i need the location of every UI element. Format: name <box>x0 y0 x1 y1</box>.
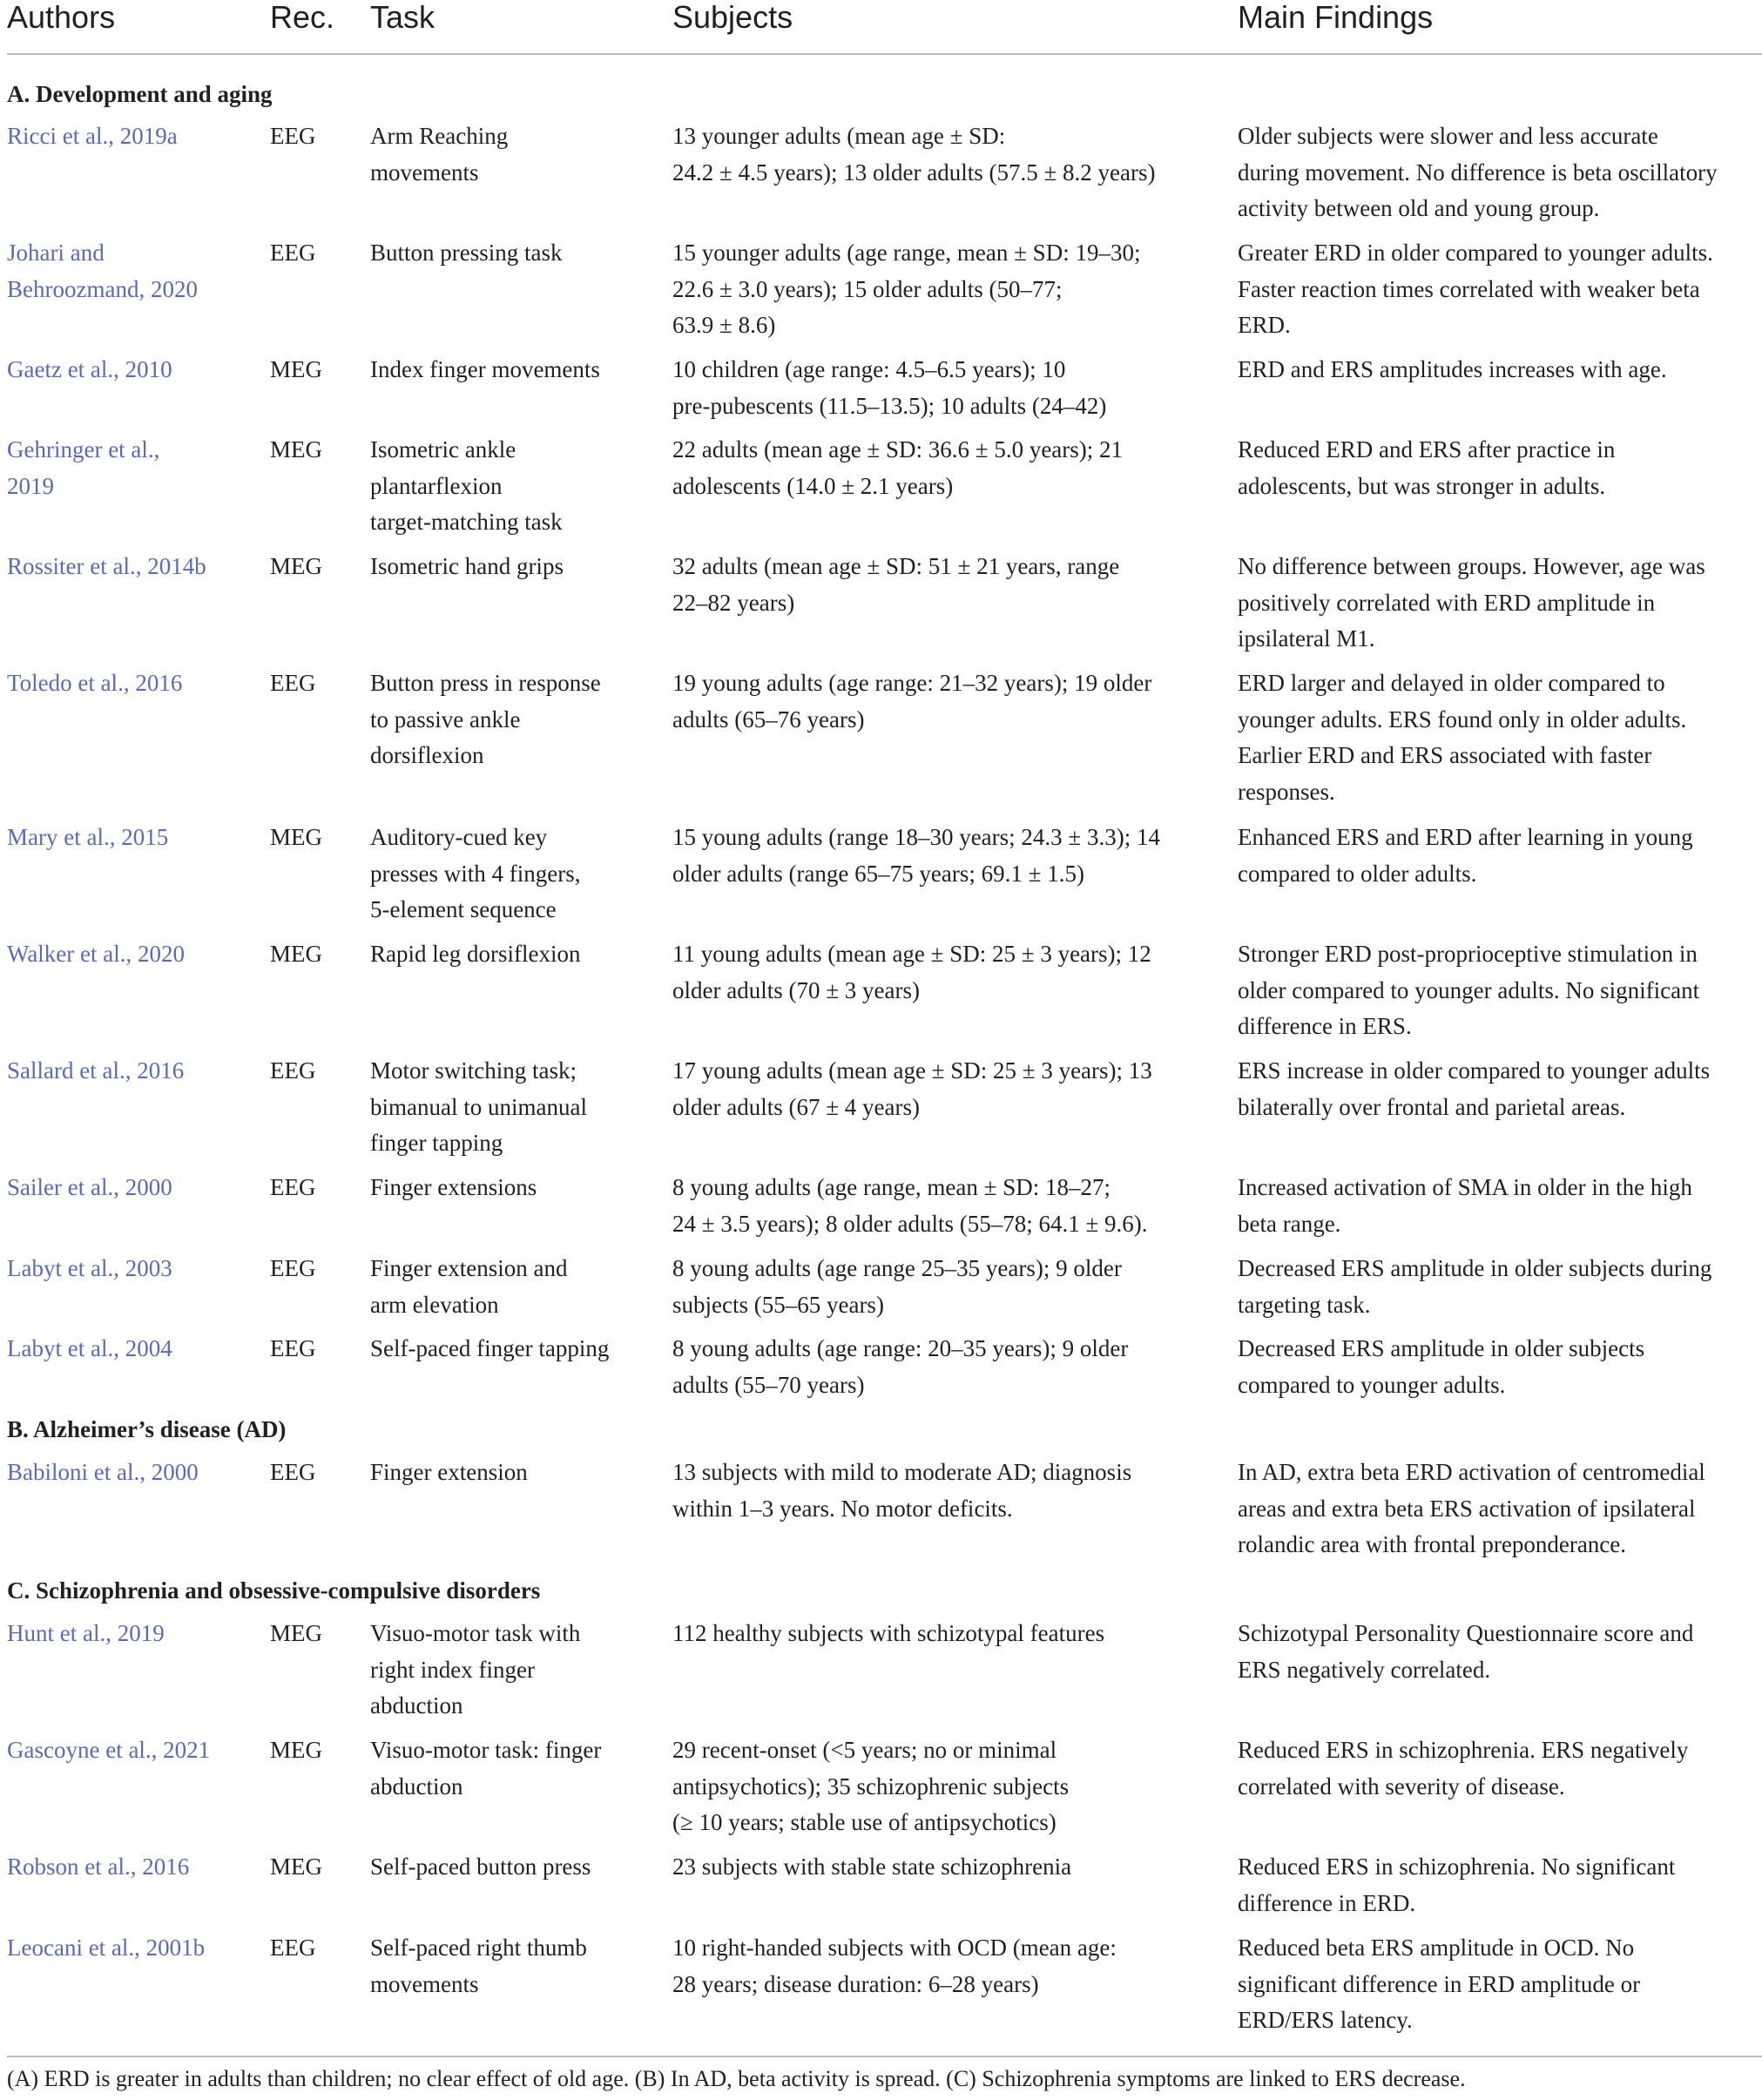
cell-rec: EEG <box>270 1335 316 1361</box>
line: 29 recent-onset (<5 years; no or minimal <box>672 1737 1057 1763</box>
line: 15 younger adults (age range, mean ± SD: 19–30; <box>672 240 1141 266</box>
line: Reduced ERS in schizophrenia. ERS negatively <box>1238 1737 1689 1763</box>
cell-task <box>370 665 649 774</box>
cell-findings <box>1238 1930 1760 2039</box>
cell-authors[interactable] <box>7 1849 260 1886</box>
line: Enhanced ERS and ERD after learning in young <box>1238 824 1693 850</box>
line: responses. <box>1238 778 1335 805</box>
line: adults (65–76 years) <box>672 706 865 733</box>
line: Decreased ERS amplitude in older subjects <box>1238 1335 1645 1361</box>
cell-task <box>370 235 649 272</box>
cell-findings <box>1238 1170 1760 1242</box>
cell-subjects <box>672 1053 1212 1125</box>
cell-subjects <box>672 1251 1212 1323</box>
cell-rec: MEG <box>270 356 322 382</box>
cell-subjects <box>672 936 1212 1009</box>
line: 11 young adults (mean age ± SD: 25 ± 3 years); 12 <box>672 941 1151 967</box>
cell-authors[interactable] <box>7 1053 260 1090</box>
line: difference in ERS. <box>1238 1013 1412 1039</box>
cell-findings <box>1238 118 1760 227</box>
cell-authors[interactable] <box>7 1930 260 1967</box>
cell-findings <box>1238 1331 1760 1403</box>
cell-task <box>370 1849 649 1886</box>
cell-subjects <box>672 1732 1212 1841</box>
line: targeting task. <box>1238 1291 1371 1318</box>
cell-authors[interactable] <box>7 549 260 585</box>
line: ipsilateral M1. <box>1238 625 1375 652</box>
cell-task <box>370 1331 649 1367</box>
line: presses with 4 fingers, <box>370 860 581 887</box>
line: Self-paced button press <box>370 1854 591 1880</box>
line: ERS increase in older compared to younger adults <box>1238 1057 1711 1084</box>
line: (≥ 10 years; stable use of antipsychotics) <box>672 1809 1057 1835</box>
table-header <box>0 0 1762 54</box>
section-b-heading: B. Alzheimer’s disease (AD) <box>7 1416 287 1442</box>
cell-authors[interactable] <box>7 665 260 702</box>
line: 28 years; disease duration: 6–28 years) <box>672 1970 1039 1997</box>
line: 10 right-handed subjects with OCD (mean age: <box>672 1935 1117 1961</box>
line: positively correlated with ERD amplitude in <box>1238 589 1656 616</box>
cell-findings <box>1238 820 1760 892</box>
cell-authors[interactable] <box>7 235 260 307</box>
cell-subjects <box>672 1849 1212 1886</box>
line: subjects (55–65 years) <box>672 1291 884 1318</box>
line: Auditory-cued key <box>370 824 548 850</box>
cell-subjects <box>672 1170 1212 1242</box>
line: In AD, extra beta ERD activation of centromedial <box>1238 1459 1705 1485</box>
line[interactable]: Mary et al., 2015 <box>7 824 169 850</box>
line: adolescents (14.0 ± 2.1 years) <box>672 472 954 499</box>
cell-task <box>370 549 649 585</box>
cell-subjects <box>672 118 1212 191</box>
line: ERS negatively correlated. <box>1238 1656 1491 1683</box>
line: difference in ERD. <box>1238 1889 1416 1916</box>
line: movements <box>370 159 479 186</box>
cell-findings <box>1238 936 1760 1045</box>
line[interactable]: Babiloni et al., 2000 <box>7 1459 199 1485</box>
cell-rec: EEG <box>270 240 316 266</box>
line[interactable]: Toledo et al., 2016 <box>7 670 183 696</box>
header-rec: Rec. <box>270 0 335 35</box>
header-authors: Authors <box>7 0 116 35</box>
cell-findings <box>1238 352 1760 388</box>
cell-findings <box>1238 1053 1760 1125</box>
line[interactable]: Labyt et al., 2004 <box>7 1335 172 1361</box>
line[interactable]: 2019 <box>7 472 54 499</box>
line: Increased activation of SMA in older in the high <box>1238 1174 1692 1200</box>
line[interactable]: Sallard et al., 2016 <box>7 1057 185 1084</box>
line: Visuo-motor task with <box>370 1620 581 1646</box>
line: Button pressing task <box>370 240 563 266</box>
cell-rec: EEG <box>270 670 316 696</box>
line[interactable]: Robson et al., 2016 <box>7 1854 190 1880</box>
cell-findings <box>1238 1849 1760 1921</box>
line: Motor switching task; <box>370 1057 577 1084</box>
cell-findings <box>1238 1616 1760 1688</box>
header-task: Task <box>370 0 435 35</box>
cell-task <box>370 820 649 928</box>
line: abduction <box>370 1773 463 1800</box>
line[interactable]: Gehringer et al., <box>7 436 160 463</box>
line: target-matching task <box>370 509 563 535</box>
cell-findings <box>1238 1732 1760 1805</box>
line: Decreased ERS amplitude in older subjects during <box>1238 1255 1712 1281</box>
line: significant difference in ERD amplitude or <box>1238 1970 1641 1997</box>
line: plantarflexion <box>370 472 503 499</box>
line[interactable]: Rossiter et al., 2014b <box>7 553 206 579</box>
line: movements <box>370 1970 479 1997</box>
line: 13 younger adults (mean age ± SD: <box>672 123 1006 149</box>
cell-rec: MEG <box>270 941 322 967</box>
line: 22.6 ± 3.0 years); 15 older adults (50–77; <box>672 275 1063 302</box>
line: ERD/ERS latency. <box>1238 2007 1413 2033</box>
cell-rec: EEG <box>270 1459 316 1485</box>
line[interactable]: Gascoyne et al., 2021 <box>7 1737 211 1763</box>
cell-authors[interactable] <box>7 936 260 973</box>
line: Self-paced finger tapping <box>370 1335 610 1361</box>
cell-rec: EEG <box>270 1935 316 1961</box>
line[interactable]: Labyt et al., 2003 <box>7 1255 172 1281</box>
line: rolandic area with frontal preponderance. <box>1238 1531 1627 1557</box>
cell-authors[interactable] <box>7 820 260 856</box>
line: older adults (70 ± 3 years) <box>672 976 920 1003</box>
header-findings: Main Findings <box>1238 0 1434 35</box>
line: Arm Reaching <box>370 123 509 149</box>
cell-rec: EEG <box>270 1057 316 1084</box>
cell-findings <box>1238 432 1760 504</box>
line: bilaterally over frontal and parietal areas. <box>1238 1093 1626 1120</box>
line: bimanual to unimanual <box>370 1093 587 1120</box>
line: younger adults. ERS found only in older adults. <box>1238 706 1687 733</box>
line: abduction <box>370 1692 463 1718</box>
line[interactable]: Leocani et al., 2001b <box>7 1935 206 1961</box>
line: Reduced ERD and ERS after practice in <box>1238 436 1616 463</box>
cell-authors[interactable] <box>7 1251 260 1287</box>
line: 8 young adults (age range: 20–35 years); 9 older <box>672 1335 1129 1361</box>
cell-subjects <box>672 1930 1212 2002</box>
header-subjects: Subjects <box>672 0 793 35</box>
cell-rec: EEG <box>270 123 316 149</box>
cell-subjects <box>672 1616 1212 1652</box>
cell-findings <box>1238 1251 1760 1323</box>
line: 19 young adults (age range: 21–32 years); 19 older <box>672 670 1152 696</box>
cell-rec: MEG <box>270 1620 322 1646</box>
line: 112 healthy subjects with schizotypal features <box>672 1620 1105 1646</box>
line: No difference between groups. However, age was <box>1238 553 1705 579</box>
cell-rec: MEG <box>270 1737 322 1763</box>
cell-subjects <box>672 665 1212 738</box>
line: Greater ERD in older compared to younger adults. <box>1238 240 1713 266</box>
line: 24 ± 3.5 years); 8 older adults (55–78; 64.1 ± 9.6). <box>672 1210 1148 1237</box>
line: Button press in response <box>370 670 601 696</box>
line: correlated with severity of disease. <box>1238 1773 1565 1800</box>
line: 63.9 ± 8.6) <box>672 312 776 338</box>
cell-rec: MEG <box>270 553 322 579</box>
cell-findings <box>1238 665 1760 810</box>
line: 17 young adults (mean age ± SD: 25 ± 3 years); 13 <box>672 1057 1152 1084</box>
line: 10 children (age range: 4.5–6.5 years); 10 <box>672 356 1066 382</box>
line: Visuo-motor task: finger <box>370 1737 602 1763</box>
line: dorsiflexion <box>370 742 484 768</box>
line: Reduced ERS in schizophrenia. No significant <box>1238 1854 1676 1880</box>
cell-subjects <box>672 352 1212 424</box>
cell-rec: MEG <box>270 1854 322 1880</box>
line: Schizotypal Personality Questionnaire score and <box>1238 1620 1694 1646</box>
line[interactable]: Walker et al., 2020 <box>7 941 186 967</box>
cell-rec: EEG <box>270 1255 316 1281</box>
line: older adults (67 ± 4 years) <box>672 1093 920 1120</box>
cell-findings <box>1238 549 1760 658</box>
cell-authors[interactable] <box>7 1331 260 1367</box>
line[interactable]: Gaetz et al., 2010 <box>7 356 172 382</box>
line: adults (55–70 years) <box>672 1371 865 1398</box>
cell-findings <box>1238 235 1760 344</box>
line[interactable]: Ricci et al., 2019a <box>7 123 178 149</box>
line: to passive ankle <box>370 706 521 733</box>
line: Self-paced right thumb <box>370 1935 587 1961</box>
line: compared to older adults. <box>1238 860 1477 887</box>
line[interactable]: Behroozmand, 2020 <box>7 275 198 302</box>
header-rule <box>7 53 1762 55</box>
line: Earlier ERD and ERS associated with faster <box>1238 742 1652 768</box>
line: older compared to younger adults. No significant <box>1238 976 1700 1003</box>
cell-subjects <box>672 235 1212 344</box>
line: during movement. No difference is beta oscillatory <box>1238 159 1718 186</box>
line: within 1–3 years. No motor deficits. <box>672 1495 1013 1522</box>
line: ERD. <box>1238 312 1291 338</box>
line: ERD and ERS amplitudes increases with age. <box>1238 356 1667 382</box>
cell-authors[interactable] <box>7 432 260 504</box>
line: 8 young adults (age range, mean ± SD: 18–27; <box>672 1174 1111 1200</box>
line: ERD larger and delayed in older compared to <box>1238 670 1665 696</box>
line: Isometric hand grips <box>370 553 564 579</box>
line: right index finger <box>370 1656 535 1683</box>
line: adolescents, but was stronger in adults. <box>1238 472 1606 499</box>
cell-task <box>370 1455 649 1491</box>
line: 22 adults (mean age ± SD: 36.6 ± 5.0 years); 21 <box>672 436 1124 463</box>
cell-task <box>370 1170 649 1206</box>
line: areas and extra beta ERS activation of ipsilateral <box>1238 1495 1696 1522</box>
cell-rec: EEG <box>270 1174 316 1200</box>
line: Reduced beta ERS amplitude in OCD. No <box>1238 1935 1635 1961</box>
line: Finger extensions <box>370 1174 537 1200</box>
cell-task <box>370 118 649 191</box>
cell-task <box>370 1053 649 1162</box>
cell-task <box>370 352 649 388</box>
line: Finger extension <box>370 1459 528 1485</box>
cell-task <box>370 1251 649 1323</box>
cell-findings <box>1238 1455 1760 1563</box>
line: 15 young adults (range 18–30 years; 24.3 ± 3.3); 14 <box>672 824 1160 850</box>
cell-subjects <box>672 1455 1212 1527</box>
line: 32 adults (mean age ± SD: 51 ± 21 years, range <box>672 553 1120 579</box>
line[interactable]: Sailer et al., 2000 <box>7 1174 172 1200</box>
cell-task <box>370 1732 649 1805</box>
cell-authors[interactable] <box>7 352 260 388</box>
section-a-heading: A. Development and aging <box>7 81 273 107</box>
line: antipsychotics); 35 schizophrenic subjects <box>672 1773 1070 1800</box>
line: pre-pubescents (11.5–13.5); 10 adults (24–42) <box>672 392 1107 419</box>
cell-task <box>370 1616 649 1725</box>
line: Faster reaction times correlated with weaker beta <box>1238 275 1700 302</box>
cell-rec: MEG <box>270 824 322 850</box>
cell-subjects <box>672 432 1212 504</box>
cell-authors[interactable] <box>7 1170 260 1206</box>
cell-task <box>370 936 649 973</box>
line: 24.2 ± 4.5 years); 13 older adults (57.5 ± 8.2 years) <box>672 159 1156 186</box>
cell-task <box>370 1930 649 2002</box>
line: activity between old and young group. <box>1238 195 1600 221</box>
line: 5-element sequence <box>370 896 557 922</box>
cell-authors[interactable] <box>7 118 260 155</box>
line[interactable]: Johari and <box>7 240 105 266</box>
cell-subjects <box>672 1331 1212 1403</box>
footer-rule <box>7 2056 1762 2057</box>
line: finger tapping <box>370 1130 503 1156</box>
cell-authors[interactable] <box>7 1616 260 1652</box>
line: 23 subjects with stable state schizophrenia <box>672 1854 1072 1880</box>
section-c-heading: C. Schizophrenia and obsessive-compulsive disorders <box>7 1577 541 1604</box>
line: Index finger movements <box>370 356 600 382</box>
line: 13 subjects with mild to moderate AD; diagnosis <box>672 1459 1132 1485</box>
line: Finger extension and <box>370 1255 568 1281</box>
cell-task <box>370 432 649 541</box>
line: arm elevation <box>370 1291 499 1318</box>
line: Rapid leg dorsiflexion <box>370 941 581 967</box>
cell-subjects <box>672 549 1212 621</box>
cell-subjects <box>672 820 1212 892</box>
line: 22–82 years) <box>672 589 795 616</box>
line: Isometric ankle <box>370 436 516 463</box>
line: older adults (range 65–75 years; 69.1 ± 1.5) <box>672 860 1084 887</box>
line: Older subjects were slower and less accurate <box>1238 123 1658 149</box>
cell-authors[interactable] <box>7 1732 260 1769</box>
line: beta range. <box>1238 1210 1341 1237</box>
line[interactable]: Hunt et al., 2019 <box>7 1620 165 1646</box>
table-footnote: (A) ERD is greater in adults than children; no clear effect of old age. (B) In AD, beta activity is spread. (C) Schizophrenia symptoms are linked to ERS decrease. <box>7 2066 1466 2091</box>
cell-rec: MEG <box>270 436 322 463</box>
line: Stronger ERD post-proprioceptive stimulation in <box>1238 941 1698 967</box>
line: compared to younger adults. <box>1238 1371 1506 1398</box>
cell-authors[interactable] <box>7 1455 260 1491</box>
line: 8 young adults (age range 25–35 years); 9 older <box>672 1255 1122 1281</box>
